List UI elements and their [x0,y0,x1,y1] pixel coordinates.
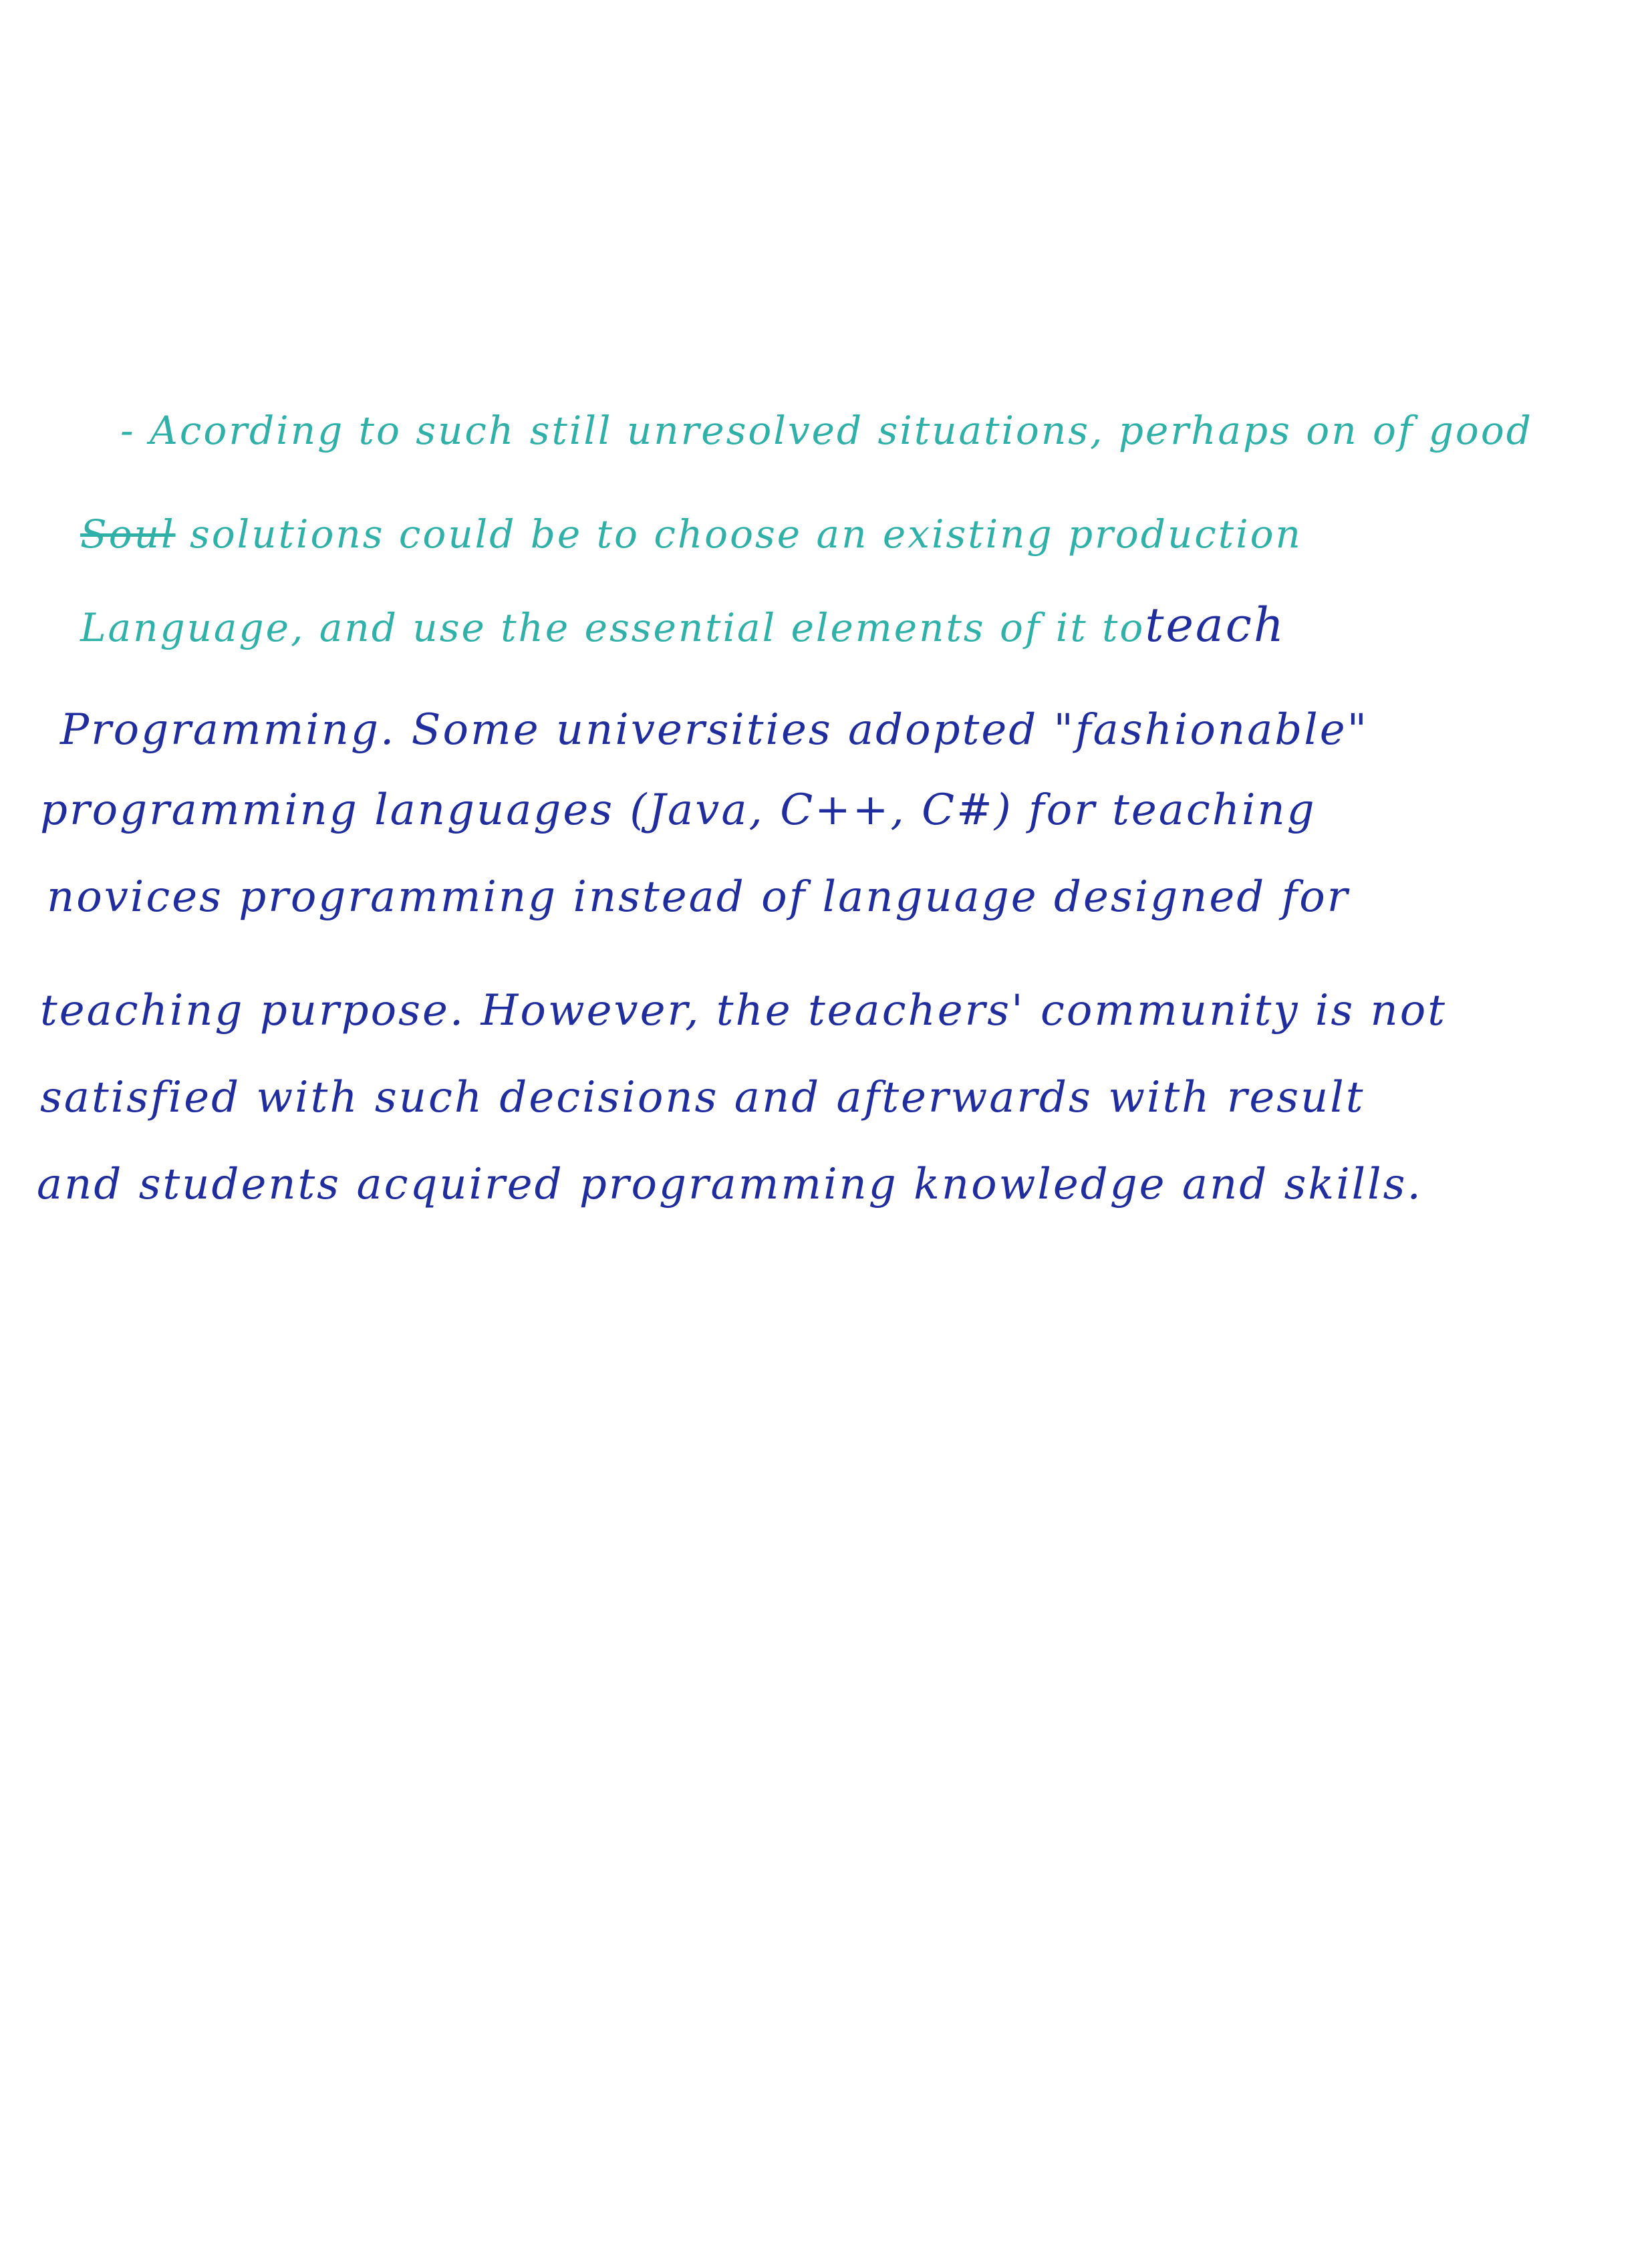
struck-out-word: Soul [80,511,176,557]
handwritten-line-3 [80,598,1286,652]
handwritten-line-1: - Acording to such still unresolved situations, perhaps on of good [120,408,1533,453]
handwritten-line-5: programming languages (Java, C++, C#) for teaching [40,785,1317,835]
handwritten-line-2-text: solutions could be to choose an existing production [175,511,1302,557]
handwritten-line-3-tail: teach [1145,598,1286,652]
handwritten-line-4: Programming. Some universities adopted "fashionable" [60,705,1369,755]
handwritten-line-8: satisfied with such decisions and afterwards with result [40,1073,1365,1122]
handwritten-line-3-text: Language, and use the essential elements of it to [80,605,1145,650]
handwritten-line-9: and students acquired programming knowledge and skills. [37,1160,1423,1209]
handwritten-line-2 [80,511,1302,557]
handwritten-line-6: novices programming instead of language designed for [47,872,1350,922]
handwritten-line-7: teaching purpose. However, the teachers' community is not [40,986,1447,1035]
